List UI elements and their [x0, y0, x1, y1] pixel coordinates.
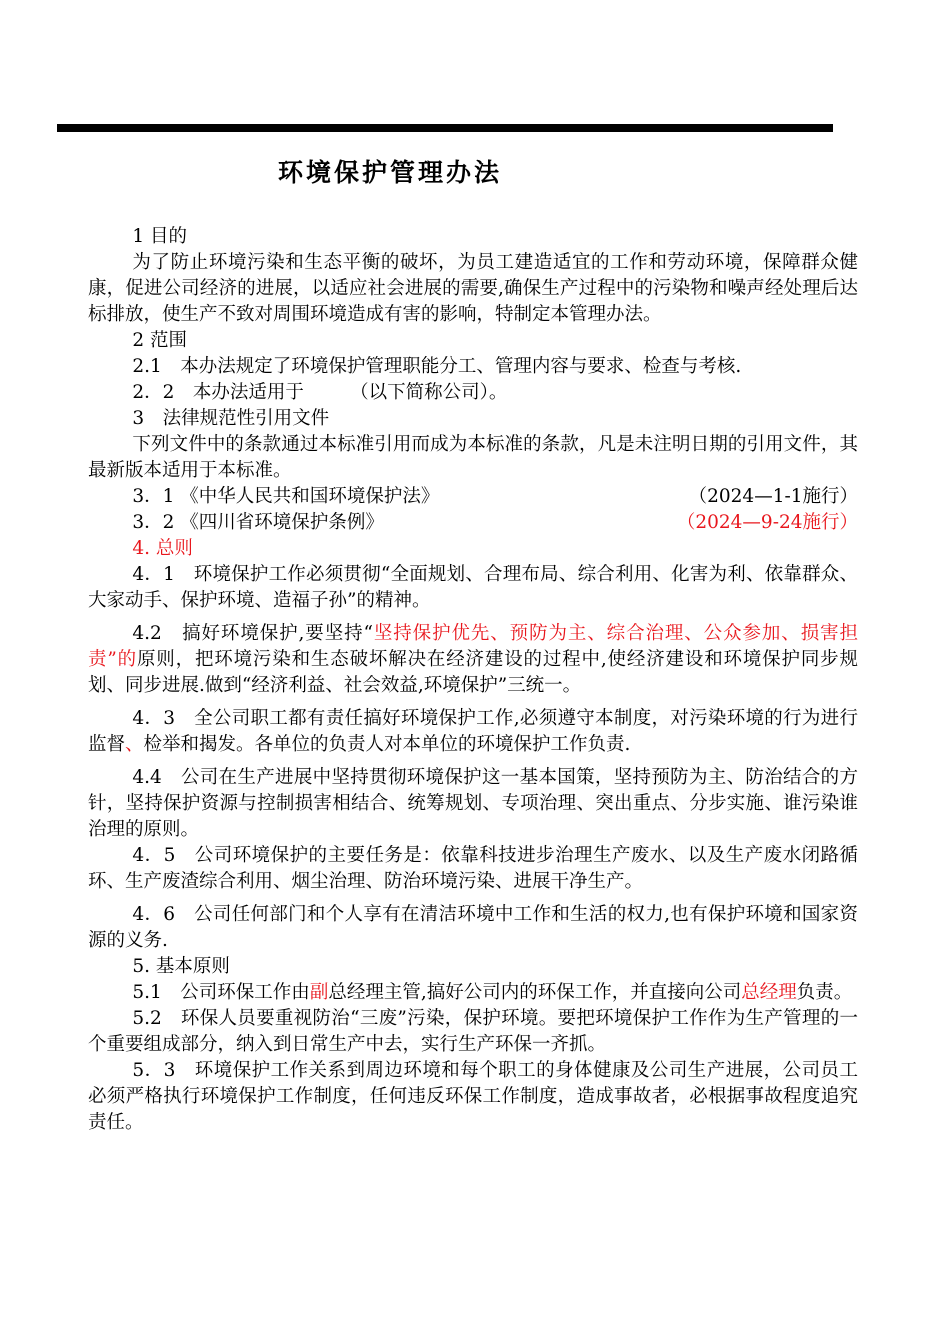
- reference-3-1-name: 3．1 《中华人民共和国环境保护法》: [132, 486, 440, 507]
- clause-4-3: [88, 706, 858, 758]
- clause-4-2-highlight: 坚持保护优先、预防为主、综合治理、公众参加、损害担责”的: [88, 623, 858, 670]
- clause-4-5: 4．5 公司环境保护的主要任务是：依靠科技进步治理生产废水、以及生产废水闭路循环、生产废渣综合利用、烟尘治理、防治环境污染、进展干净生产。: [88, 845, 858, 892]
- clause-5-2: 5.2 环保人员要重视防治“三废”污染，保护环境。要把环境保护工作作为生产管理的一个重要组成部分，纳入到日常生产中去，实行生产环保一齐抓。: [88, 1008, 858, 1055]
- section-3-heading: 3 法律规范性引用文件: [132, 408, 330, 429]
- reference-3-1: [88, 484, 858, 510]
- clause-5-1-middle: 总经理主管,搞好公司内的环保工作，并直接向公司: [328, 982, 742, 1003]
- clause-4-2: [88, 621, 858, 699]
- section-1-heading: 1 目的: [132, 226, 188, 247]
- clause-5-1-highlight-deputy: 副: [309, 982, 329, 1003]
- section-2-heading: 2 范围: [132, 330, 188, 351]
- clause-4-6: 4．6 公司任何部门和个人享有在清洁环境中工作和生活的权力,也有保护环境和国家资源的义务.: [88, 904, 858, 951]
- reference-3-2: [88, 510, 858, 536]
- clause-4-2-rest: 原则，把环境污染和生态破坏解决在经济建设的过程中,使经济建设和环境保护同步规划、同步进展.做到“经济利益、社会效益,环境保护”三统一。: [88, 649, 858, 696]
- reference-3-2-date: （2024—9-24施行）: [676, 512, 858, 533]
- document-body: [88, 224, 858, 1136]
- clause-4-2-lead: 4.2 搞好环境保护,要坚持“: [132, 623, 373, 644]
- clause-5-3: 5．3 环境保护工作关系到周边环境和每个职工的身体健康及公司生产进展，公司员工必须严格执行环境保护工作制度，任何违反环保工作制度，造成事故者，必根据事故程度追究责任。: [88, 1060, 858, 1133]
- section-5-heading: 5. 基本原则: [132, 956, 230, 977]
- clause-4-4: 4.4 公司在生产进展中坚持贯彻环境保护这一基本国策，坚持预防为主、防治结合的方针，坚持保护资源与控制损害相结合、统筹规划、专项治理、突出重点、分步实施、谁污染谁治理的原则。: [88, 767, 858, 840]
- clause-4-3-rest: 检举和揭发。各单位的负责人对本单位的环境保护工作负责.: [143, 734, 631, 755]
- document-title: 环境保护管理办法: [277, 158, 502, 187]
- clause-4-3-highlight: 、: [125, 734, 144, 755]
- clause-4-3-lead: 4．3 全公司职工都有责任搞好环境保护工作,必须遵守本制度，对污染环境的行为进行监督: [88, 708, 858, 755]
- clause-5-1: [88, 980, 858, 1006]
- header-rule: [57, 124, 833, 132]
- section-4-heading: 4. 总则: [132, 538, 193, 559]
- purpose-paragraph: 为了防止环境污染和生态平衡的破坏，为员工建造适宜的工作和劳动环境，保障群众健康，促进公司经济的进展，以适应社会进展的需要,确保生产过程中的污染物和噪声经处理后达标排放，使生产不致对周围环境造成有害的影响，特制定本管理办法。: [88, 252, 858, 325]
- clause-2-1-text: 2.1 本办法规定了环境保护管理职能分工、管理内容与要求、检查与考核.: [132, 356, 742, 377]
- reference-3-1-date: （2024—1-1施行）: [688, 486, 858, 507]
- clause-5-1-highlight-gm: 总经理: [741, 982, 797, 1003]
- reference-3-2-name: 3．2 《四川省环境保护条例》: [132, 512, 384, 533]
- clause-5-1-lead: 5.1 公司环保工作由: [132, 982, 310, 1003]
- references-paragraph: 下列文件中的条款通过本标准引用而成为本标准的条款，凡是未注明日期的引用文件，其最新版本适用于本标准。: [88, 434, 858, 481]
- clause-2-2: 2．2 本办法适用于 （以下简称公司）。: [132, 382, 508, 403]
- clause-4-1: 4．1 环境保护工作必须贯彻“全面规划、合理布局、综合利用、化害为利、依靠群众、大家动手、保护环境、造福子孙”的精神。: [88, 564, 858, 611]
- clause-5-1-end: 负责。: [796, 982, 853, 1003]
